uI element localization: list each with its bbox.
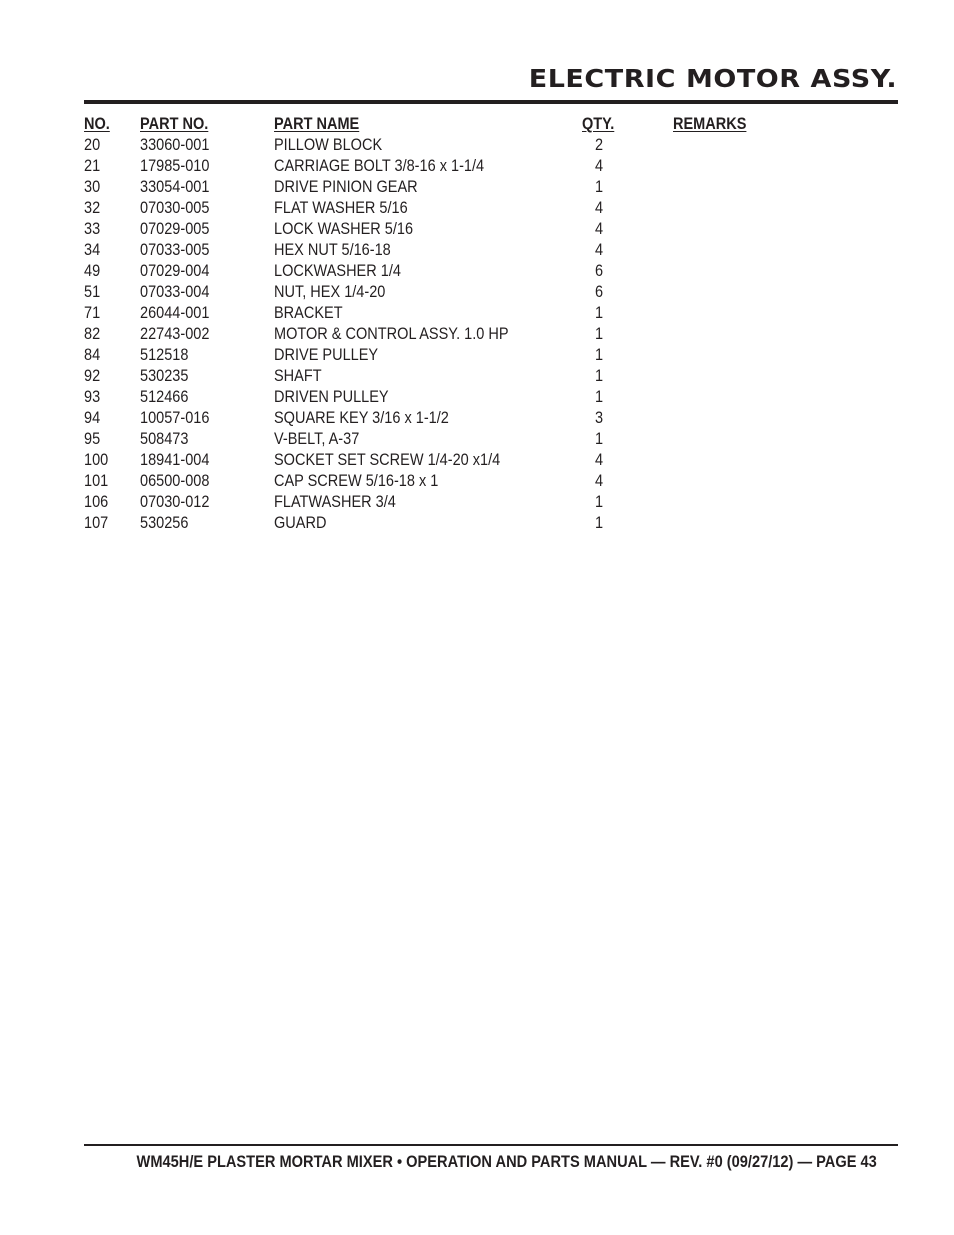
cell-qty: 1 — [594, 346, 604, 364]
cell-qty: 4 — [594, 157, 604, 175]
cell-no: 84 — [84, 346, 101, 364]
table-row — [84, 471, 898, 492]
cell-part-no: 512518 — [140, 346, 189, 364]
cell-part-no: 530256 — [140, 514, 189, 532]
table-row — [84, 303, 898, 324]
cell-no: 93 — [84, 388, 101, 406]
table-row — [84, 513, 898, 534]
cell-part-no: 26044-001 — [140, 304, 210, 322]
cell-no: 94 — [84, 409, 101, 427]
cell-no: 95 — [84, 430, 101, 448]
cell-no: 100 — [84, 451, 109, 469]
cell-part-no: 508473 — [140, 430, 189, 448]
cell-qty: 4 — [594, 451, 604, 469]
cell-qty: 3 — [594, 409, 604, 427]
cell-no: 32 — [84, 199, 101, 217]
cell-no: 106 — [84, 493, 109, 511]
cell-qty: 1 — [594, 430, 604, 448]
table-row — [84, 219, 898, 240]
cell-no: 20 — [84, 136, 101, 154]
table-row — [84, 282, 898, 303]
cell-part-name: PILLOW BLOCK — [274, 136, 383, 154]
cell-no: 21 — [84, 157, 101, 175]
cell-part-name: SOCKET SET SCREW 1/4-20 x1/4 — [274, 451, 501, 469]
cell-no: 51 — [84, 283, 101, 301]
page-title: ELECTRIC MOTOR ASSY. — [528, 64, 897, 93]
cell-part-name: DRIVE PINION GEAR — [274, 178, 418, 196]
table-row — [84, 387, 898, 408]
table-row — [84, 198, 898, 219]
table-row — [84, 492, 898, 513]
table-row — [84, 240, 898, 261]
cell-part-no: 07029-004 — [140, 262, 210, 280]
cell-part-no: 512466 — [140, 388, 189, 406]
cell-no: 82 — [84, 325, 101, 343]
cell-qty: 6 — [594, 283, 604, 301]
cell-part-no: 22743-002 — [140, 325, 210, 343]
cell-part-name: NUT, HEX 1/4-20 — [274, 283, 386, 301]
cell-no: 30 — [84, 178, 101, 196]
cell-qty: 4 — [594, 220, 604, 238]
cell-qty: 1 — [594, 514, 604, 532]
cell-no: 49 — [84, 262, 101, 280]
cell-no: 101 — [84, 472, 109, 490]
cell-qty: 2 — [594, 136, 604, 154]
cell-no: 33 — [84, 220, 101, 238]
cell-no: 92 — [84, 367, 101, 385]
cell-qty: 6 — [594, 262, 604, 280]
cell-part-name: MOTOR & CONTROL ASSY. 1.0 HP — [274, 325, 509, 343]
cell-part-name: V-BELT, A-37 — [274, 430, 360, 448]
cell-no: 107 — [84, 514, 109, 532]
table-body — [84, 135, 898, 534]
cell-part-name: DRIVEN PULLEY — [274, 388, 389, 406]
cell-part-no: 07029-005 — [140, 220, 210, 238]
cell-part-name: GUARD — [274, 514, 327, 532]
cell-part-no: 06500-008 — [140, 472, 210, 490]
cell-part-name: FLAT WASHER 5/16 — [274, 199, 408, 217]
cell-part-no: 07033-005 — [140, 241, 210, 259]
footer-rule — [84, 1144, 898, 1146]
cell-qty: 4 — [594, 241, 604, 259]
cell-part-no: 33054-001 — [140, 178, 210, 196]
cell-qty: 1 — [594, 178, 604, 196]
cell-part-name: CARRIAGE BOLT 3/8-16 x 1-1/4 — [274, 157, 485, 175]
cell-part-no: 07033-004 — [140, 283, 210, 301]
table-row — [84, 324, 898, 345]
cell-qty: 1 — [594, 304, 604, 322]
table-row — [84, 408, 898, 429]
table-row — [84, 429, 898, 450]
cell-part-name: CAP SCREW 5/16-18 x 1 — [274, 472, 439, 490]
table-row — [84, 177, 898, 198]
cell-part-name: FLATWASHER 3/4 — [274, 493, 396, 511]
cell-part-no: 33060-001 — [140, 136, 210, 154]
cell-no: 34 — [84, 241, 101, 259]
cell-part-no: 17985-010 — [140, 157, 210, 175]
cell-qty: 1 — [594, 388, 604, 406]
cell-part-name: LOCK WASHER 5/16 — [274, 220, 414, 238]
cell-part-no: 10057-016 — [140, 409, 210, 427]
cell-part-name: DRIVE PULLEY — [274, 346, 379, 364]
table-row — [84, 450, 898, 471]
cell-qty: 1 — [594, 325, 604, 343]
cell-qty: 4 — [594, 472, 604, 490]
header-part-name: PART NAME — [274, 115, 360, 133]
parts-table — [84, 114, 898, 534]
table-header-row — [84, 114, 898, 135]
page-footer: WM45H/E PLASTER MORTAR MIXER • OPERATION AND PARTS MANUAL — REV. #0 (09/27/12) — PAGE 43 — [136, 1152, 877, 1171]
cell-no: 71 — [84, 304, 101, 322]
cell-qty: 1 — [594, 367, 604, 385]
cell-part-no: 07030-005 — [140, 199, 210, 217]
table-row — [84, 261, 898, 282]
table-row — [84, 156, 898, 177]
header-remarks: REMARKS — [673, 115, 747, 133]
cell-part-name: BRACKET — [274, 304, 343, 322]
table-row — [84, 135, 898, 156]
cell-part-no: 07030-012 — [140, 493, 210, 511]
cell-part-name: LOCKWASHER 1/4 — [274, 262, 401, 280]
cell-qty: 4 — [594, 199, 604, 217]
cell-part-no: 18941-004 — [140, 451, 210, 469]
header-qty: QTY. — [582, 115, 615, 133]
header-part-no: PART NO. — [140, 115, 209, 133]
cell-part-no: 530235 — [140, 367, 189, 385]
cell-part-name: HEX NUT 5/16-18 — [274, 241, 391, 259]
table-row — [84, 366, 898, 387]
cell-part-name: SHAFT — [274, 367, 322, 385]
table-row — [84, 345, 898, 366]
cell-qty: 1 — [594, 493, 604, 511]
cell-part-name: SQUARE KEY 3/16 x 1-1/2 — [274, 409, 449, 427]
header-no: NO. — [84, 115, 110, 133]
title-rule — [84, 100, 898, 104]
